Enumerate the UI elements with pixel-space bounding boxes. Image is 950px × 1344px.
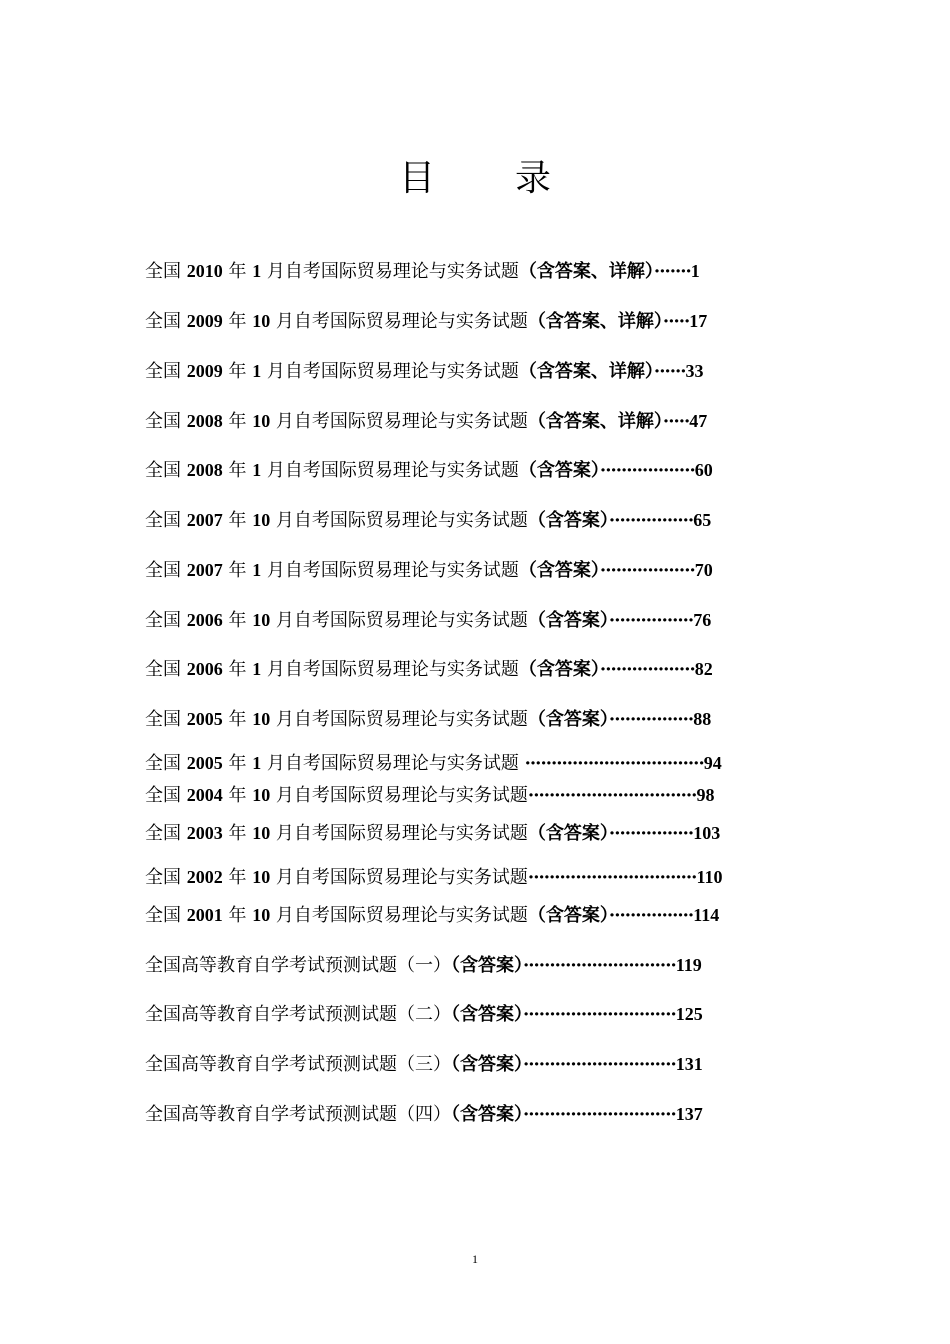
entry-leader-dots: ·······: [653, 261, 691, 282]
entry-prefix: 全国: [145, 261, 187, 282]
entry-page-number: 88: [693, 709, 712, 729]
entry-year-unit: 年: [222, 823, 253, 844]
page-number-footer: 1: [472, 1252, 478, 1266]
entry-note: （含答案）: [527, 709, 609, 730]
entry-note: （含答案、详解）: [527, 311, 663, 332]
toc-entry[interactable]: [145, 752, 722, 775]
entry-title: 月自考国际贸易理论与实务试题: [270, 411, 528, 432]
entry-year-unit: 年: [222, 361, 253, 382]
entry-page-number: 82: [694, 659, 713, 679]
entry-prefix: 全国: [145, 659, 187, 680]
entry-prefix: 全国: [145, 823, 187, 844]
entry-prefix: 全国: [145, 411, 187, 432]
entry-leader-dots: ·····: [662, 311, 690, 332]
toc-entry[interactable]: [145, 954, 702, 977]
page-title: [0, 150, 950, 201]
entry-leader-dots: ·····························: [523, 1004, 676, 1025]
entry-year: 2009: [186, 361, 223, 381]
entry-note: （含答案、详解）: [518, 261, 654, 282]
entry-year: 2002: [186, 867, 223, 887]
entry-note: （含答案）: [518, 659, 600, 680]
entry-page-number: 33: [685, 361, 704, 381]
entry-year-unit: 年: [222, 311, 253, 332]
entry-leader-dots: ································: [527, 867, 697, 888]
entry-year-unit: 年: [222, 905, 253, 926]
entry-leader-dots: ··················: [599, 560, 695, 581]
entry-month: 10: [252, 709, 271, 729]
entry-page-number: 60: [694, 460, 713, 480]
entry-leader-dots: ·····: [662, 411, 690, 432]
entry-note: （含答案）: [527, 823, 609, 844]
entry-note: （含答案、详解）: [518, 361, 654, 382]
entry-page-number: 70: [694, 560, 713, 580]
entry-note: （含答案）: [451, 1004, 523, 1025]
entry-prefix: 全国: [145, 905, 187, 926]
entry-prefix: 全国: [145, 361, 187, 382]
entry-month: 10: [252, 510, 271, 530]
entry-month: 10: [252, 905, 271, 925]
toc-entry[interactable]: [145, 509, 711, 532]
entry-leader-dots: ················: [608, 823, 694, 844]
entry-year: 2005: [186, 709, 223, 729]
toc-entry[interactable]: [145, 708, 711, 731]
entry-title: 月自考国际贸易理论与实务试题: [270, 311, 528, 332]
entry-title: 月自考国际贸易理论与实务试题: [261, 659, 519, 680]
entry-year: 2005: [186, 753, 223, 773]
toc-entry[interactable]: [145, 866, 722, 889]
entry-leader-dots: ··································: [524, 753, 704, 774]
entry-note: （含答案）: [527, 610, 609, 631]
entry-title: 月自考国际贸易理论与实务试题: [261, 560, 519, 581]
entry-year: 2006: [186, 610, 223, 630]
entry-month: 1: [252, 361, 262, 381]
toc-entry[interactable]: [145, 1053, 703, 1076]
entry-leader-dots: ······: [653, 361, 686, 382]
entry-title: 月自考国际贸易理论与实务试题: [270, 823, 528, 844]
entry-month: 1: [252, 261, 262, 281]
entry-month: 1: [252, 560, 262, 580]
entry-prefix: 全国高等教育自学考试预测试题（四）: [145, 1104, 451, 1125]
entry-month: 10: [252, 411, 271, 431]
entry-note: （含答案）: [451, 1104, 523, 1125]
entry-page-number: 114: [693, 905, 720, 925]
entry-month: 10: [252, 823, 271, 843]
entry-title: 月自考国际贸易理论与实务试题: [270, 709, 528, 730]
entry-page-number: 1: [690, 261, 700, 281]
entry-prefix: 全国: [145, 460, 187, 481]
entry-note: （含答案）: [451, 1054, 523, 1075]
entry-year-unit: 年: [222, 460, 253, 481]
toc-entry[interactable]: [145, 459, 713, 482]
entry-year: 2010: [186, 261, 223, 281]
entry-month: 1: [252, 460, 262, 480]
entry-month: 10: [252, 610, 271, 630]
entry-prefix: 全国: [145, 867, 187, 888]
entry-title: 月自考国际贸易理论与实务试题: [270, 867, 528, 888]
entry-prefix: 全国: [145, 753, 187, 774]
entry-leader-dots: ················: [608, 709, 694, 730]
entry-note: （含答案）: [451, 955, 523, 976]
entry-title: 月自考国际贸易理论与实务试题: [270, 905, 528, 926]
entry-year-unit: 年: [222, 659, 253, 680]
entry-year-unit: 年: [222, 261, 253, 282]
toc-entry[interactable]: [145, 822, 720, 845]
entry-year: 2009: [186, 311, 223, 331]
entry-page-number: 94: [703, 753, 722, 773]
entry-year: 2006: [186, 659, 223, 679]
entry-note: （含答案）: [527, 905, 609, 926]
entry-year-unit: 年: [222, 411, 253, 432]
toc-entry[interactable]: [145, 559, 713, 582]
entry-prefix: 全国: [145, 785, 187, 806]
entry-page-number: 65: [693, 510, 712, 530]
title-char-right: 录: [515, 158, 552, 199]
entry-title: 月自考国际贸易理论与实务试题: [270, 510, 528, 531]
entry-leader-dots: ··················: [599, 659, 695, 680]
toc-entry[interactable]: [145, 784, 714, 807]
entry-year: 2007: [186, 560, 223, 580]
entry-prefix: 全国: [145, 510, 187, 531]
entry-year-unit: 年: [222, 610, 253, 631]
entry-year-unit: 年: [222, 709, 253, 730]
entry-page-number: 137: [675, 1104, 703, 1124]
entry-year-unit: 年: [222, 753, 253, 774]
entry-page-number: 98: [696, 785, 715, 805]
toc-entry[interactable]: [145, 609, 711, 632]
entry-year-unit: 年: [222, 867, 253, 888]
entry-year: 2004: [186, 785, 223, 805]
entry-year-unit: 年: [222, 560, 253, 581]
entry-page-number: 17: [689, 311, 708, 331]
toc-entry[interactable]: [145, 1103, 703, 1126]
entry-leader-dots: ················: [608, 905, 694, 926]
entry-prefix: 全国: [145, 560, 187, 581]
entry-title: 月自考国际贸易理论与实务试题: [270, 610, 528, 631]
entry-page-number: 47: [689, 411, 708, 431]
entry-month: 10: [252, 867, 271, 887]
entry-prefix: 全国高等教育自学考试预测试题（一）: [145, 955, 451, 976]
entry-leader-dots: ·····························: [523, 1104, 676, 1125]
entry-prefix: 全国: [145, 610, 187, 631]
entry-note: （含答案）: [518, 460, 600, 481]
toc-entry[interactable]: [145, 410, 707, 433]
entry-leader-dots: ·····························: [523, 955, 676, 976]
entry-leader-dots: ··················: [599, 460, 695, 481]
entry-month: 1: [252, 753, 262, 773]
entry-year: 2007: [186, 510, 223, 530]
title-char-left: 目: [398, 158, 435, 199]
entry-title: 月自考国际贸易理论与实务试题: [270, 785, 528, 806]
entry-page-number: 125: [675, 1004, 703, 1024]
entry-leader-dots: ················: [608, 510, 694, 531]
entry-leader-dots: ·····························: [523, 1054, 676, 1075]
entry-title: 月自考国际贸易理论与实务试题: [261, 753, 525, 774]
entry-title: 月自考国际贸易理论与实务试题: [261, 361, 519, 382]
entry-year: 2003: [186, 823, 223, 843]
entry-prefix: 全国: [145, 311, 187, 332]
entry-prefix: 全国高等教育自学考试预测试题（三）: [145, 1054, 451, 1075]
entry-page-number: 76: [693, 610, 712, 630]
entry-title: 月自考国际贸易理论与实务试题: [261, 460, 519, 481]
entry-prefix: 全国高等教育自学考试预测试题（二）: [145, 1004, 451, 1025]
toc-entry[interactable]: [145, 904, 719, 927]
toc-entry[interactable]: [145, 260, 700, 283]
entry-month: 10: [252, 785, 271, 805]
entry-year: 2008: [186, 460, 223, 480]
toc-entry[interactable]: [145, 360, 704, 383]
toc-entry[interactable]: [145, 1003, 703, 1026]
entry-page-number: 119: [675, 955, 702, 975]
entry-title: 月自考国际贸易理论与实务试题: [261, 261, 519, 282]
entry-month: 10: [252, 311, 271, 331]
entry-note: （含答案）: [527, 510, 609, 531]
toc-entry[interactable]: [145, 658, 713, 681]
entry-leader-dots: ································: [527, 785, 697, 806]
entry-year: 2001: [186, 905, 223, 925]
entry-page-number: 131: [675, 1054, 703, 1074]
entry-year-unit: 年: [222, 510, 253, 531]
entry-page-number: 103: [693, 823, 721, 843]
toc-entry[interactable]: [145, 310, 707, 333]
entry-year-unit: 年: [222, 785, 253, 806]
entry-note: （含答案、详解）: [527, 411, 663, 432]
entry-note: （含答案）: [518, 560, 600, 581]
entry-prefix: 全国: [145, 709, 187, 730]
entry-year: 2008: [186, 411, 223, 431]
entry-month: 1: [252, 659, 262, 679]
entry-page-number: 110: [696, 867, 723, 887]
entry-leader-dots: ················: [608, 610, 694, 631]
